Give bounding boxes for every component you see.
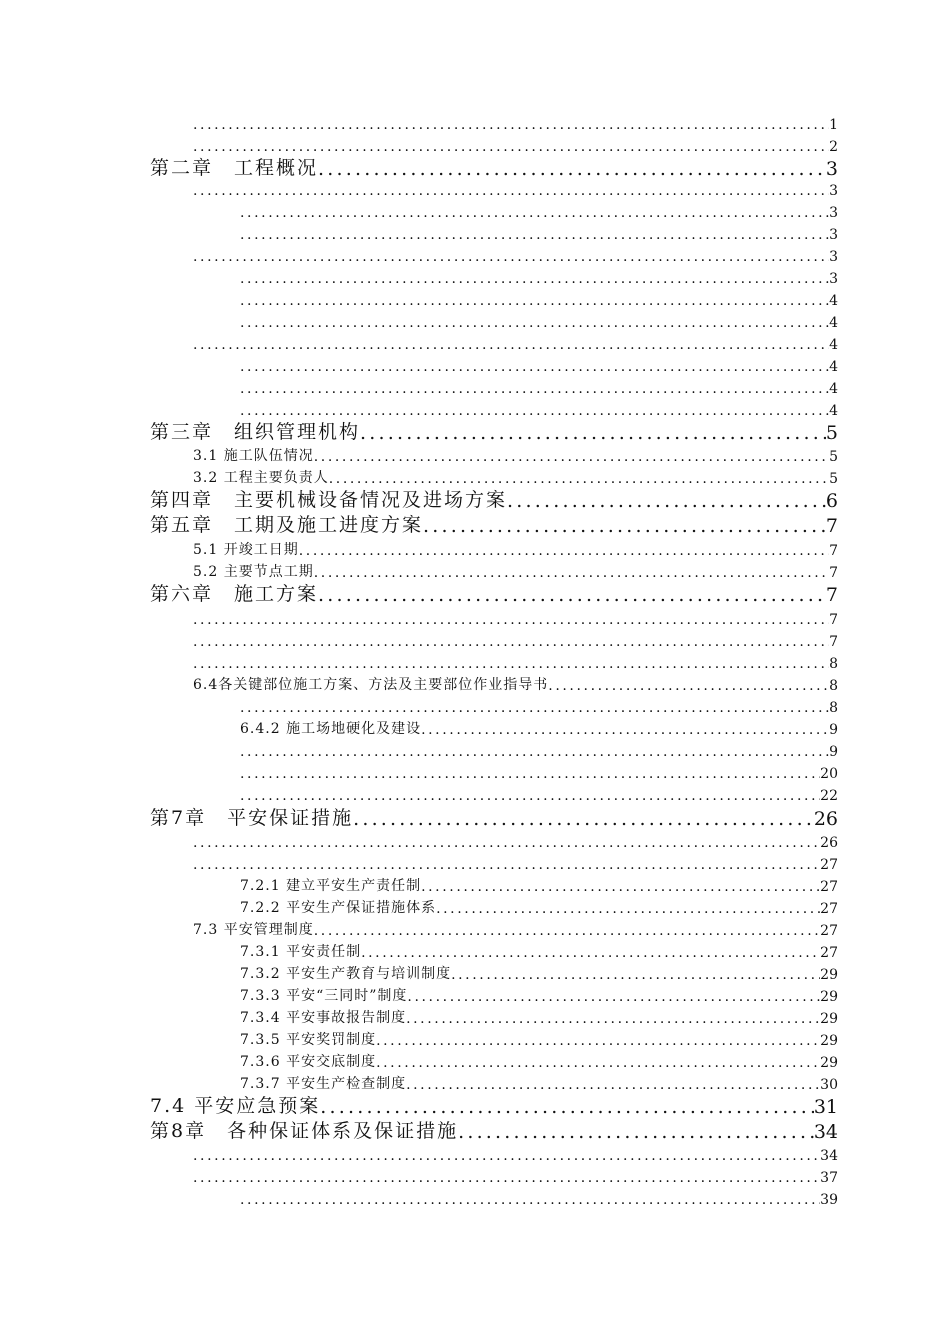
toc-entry[interactable] — [0, 1029, 838, 1049]
toc-entry-title: 5.2 主要节点工期 — [193, 564, 314, 580]
toc-page-number: 4 — [829, 315, 838, 331]
dot-leader — [451, 967, 820, 983]
toc-page-number: 26 — [820, 835, 838, 851]
toc-page-number: 39 — [820, 1192, 838, 1208]
dot-leader — [193, 1148, 820, 1164]
dot-leader — [240, 381, 829, 397]
toc-entry[interactable] — [0, 674, 838, 694]
toc-page-number: 1 — [829, 117, 838, 133]
dot-leader — [507, 490, 826, 512]
toc-page-number: 29 — [820, 1011, 838, 1027]
toc-page-number: 29 — [820, 967, 838, 983]
toc-page-number: 9 — [829, 744, 838, 760]
toc-entry-title: 7.3 平安管理制度 — [193, 922, 314, 938]
toc-entry[interactable] — [0, 1073, 838, 1093]
toc-page-number: 29 — [820, 1033, 838, 1049]
toc-entry[interactable] — [0, 113, 838, 133]
toc-entry[interactable] — [0, 245, 838, 265]
toc-page-number: 4 — [829, 381, 838, 397]
toc-chapter-entry[interactable] — [0, 488, 838, 512]
toc-page-number: 3 — [829, 227, 838, 243]
toc-entry-title: 第六章 施工方案 — [150, 583, 319, 605]
dot-leader — [193, 634, 829, 650]
dot-leader — [193, 249, 829, 265]
toc-entry-title: 7.3.7 平安生产检查制度 — [240, 1076, 407, 1092]
toc-page-number: 4 — [829, 359, 838, 375]
dot-leader — [314, 923, 820, 939]
toc-entry-title: 6.4.2 施工场地硬化及建设 — [240, 721, 422, 737]
dot-leader — [360, 422, 826, 444]
toc-page-number: 4 — [829, 403, 838, 419]
toc-page-number: 7 — [825, 515, 838, 537]
toc-entry[interactable] — [0, 289, 838, 309]
toc-entry[interactable] — [0, 1007, 838, 1027]
toc-entry[interactable] — [0, 1188, 838, 1208]
dot-leader — [240, 271, 829, 287]
toc-page-number: 2 — [829, 139, 838, 155]
dot-leader — [193, 835, 820, 851]
toc-entry[interactable] — [0, 355, 838, 375]
toc-page-number: 5 — [825, 422, 838, 444]
toc-entry[interactable] — [0, 333, 838, 353]
toc-page-number: 29 — [820, 989, 838, 1005]
dot-leader — [314, 565, 829, 581]
toc-page-number: 8 — [829, 678, 838, 694]
dot-leader — [193, 1170, 820, 1186]
dot-leader — [376, 1055, 820, 1071]
toc-page-number: 27 — [820, 945, 838, 961]
toc-entry[interactable] — [0, 377, 838, 397]
toc-entry[interactable] — [0, 179, 838, 199]
toc-entry[interactable] — [0, 784, 838, 804]
toc-page-number: 34 — [813, 1121, 838, 1143]
toc-entry[interactable] — [0, 467, 838, 487]
toc-entry[interactable] — [0, 696, 838, 716]
dot-leader — [193, 656, 829, 672]
dot-leader — [436, 901, 820, 917]
toc-page-number: 4 — [829, 337, 838, 353]
toc-page-number: 5 — [829, 471, 838, 487]
toc-page-number: 20 — [820, 766, 838, 782]
toc-chapter-entry[interactable] — [0, 513, 838, 537]
toc-entry-title: 第7章 平安保证措施 — [150, 807, 354, 829]
dot-leader — [240, 205, 829, 221]
toc-page-number: 8 — [829, 656, 838, 672]
toc-chapter-entry[interactable] — [0, 806, 838, 830]
dot-leader — [353, 808, 814, 830]
dot-leader — [240, 359, 829, 375]
toc-page-number: 26 — [813, 808, 838, 830]
dot-leader — [193, 857, 820, 873]
toc-entry[interactable] — [0, 831, 838, 851]
toc-page-number: 3 — [829, 271, 838, 287]
toc-entry-title: 7.3.6 平安交底制度 — [240, 1054, 377, 1070]
toc-chapter-entry[interactable] — [0, 420, 838, 444]
toc-page-number: 3 — [829, 205, 838, 221]
toc-entry-title: 7.3.5 平安奖罚制度 — [240, 1032, 377, 1048]
toc-page-number: 7 — [829, 543, 838, 559]
dot-leader — [376, 1033, 820, 1049]
toc-entry-title: 7.2.1 建立平安生产责任制 — [240, 878, 422, 894]
toc-page-number: 27 — [820, 879, 838, 895]
toc-entry-title: 7.4 平安应急预案 — [150, 1095, 321, 1117]
dot-leader — [318, 158, 826, 180]
dot-leader — [407, 989, 820, 1005]
toc-page-number: 7 — [829, 634, 838, 650]
toc-entry-title: 6.4各关键部位施工方案、方法及主要部位作业指导书 — [193, 677, 549, 693]
dot-leader — [240, 766, 820, 782]
toc-entry[interactable] — [0, 897, 838, 917]
dot-leader — [314, 449, 829, 465]
dot-leader — [240, 293, 829, 309]
toc-entry[interactable] — [0, 267, 838, 287]
toc-entry[interactable] — [0, 740, 838, 760]
toc-entry[interactable] — [0, 445, 838, 465]
dot-leader — [193, 612, 829, 628]
dot-leader — [240, 744, 829, 760]
toc-entry[interactable] — [0, 919, 838, 939]
toc-entry-title: 5.1 开竣工日期 — [193, 542, 299, 558]
toc-entry-title: 7.3.4 平安事故报告制度 — [240, 1010, 407, 1026]
toc-page-number: 7 — [829, 565, 838, 581]
dot-leader — [193, 183, 829, 199]
toc-page-number: 29 — [820, 1055, 838, 1071]
toc-entry-title: 3.1 施工队伍情况 — [193, 448, 314, 464]
toc-page-number: 5 — [829, 449, 838, 465]
toc-chapter-entry[interactable] — [0, 156, 838, 180]
toc-entry-title: 第三章 组织管理机构 — [150, 421, 361, 443]
toc-entry-title: 第8章 各种保证体系及保证措施 — [150, 1120, 459, 1142]
toc-entry-title: 第五章 工期及施工进度方案 — [150, 514, 424, 536]
toc-page-number: 31 — [813, 1096, 838, 1118]
toc-entry[interactable] — [0, 630, 838, 650]
toc-entry[interactable] — [0, 539, 838, 559]
dot-leader — [423, 515, 826, 537]
toc-page-number: 3 — [829, 249, 838, 265]
toc-page-number: 3 — [825, 158, 838, 180]
dot-leader — [240, 315, 829, 331]
dot-leader — [240, 788, 820, 804]
toc-entry[interactable] — [0, 1166, 838, 1186]
toc-page-number: 37 — [820, 1170, 838, 1186]
toc-entry[interactable] — [0, 875, 838, 895]
toc-entry-title: 第二章 工程概况 — [150, 157, 319, 179]
dot-leader — [421, 722, 829, 738]
toc-entry-title: 7.3.3 平安“三同时”制度 — [240, 988, 408, 1004]
toc-entry[interactable] — [0, 201, 838, 221]
toc-entry[interactable] — [0, 223, 838, 243]
toc-entry[interactable] — [0, 311, 838, 331]
toc-page-number: 34 — [820, 1148, 838, 1164]
dot-leader — [421, 879, 820, 895]
dot-leader — [240, 227, 829, 243]
toc-page-number: 27 — [820, 857, 838, 873]
dot-leader — [299, 543, 829, 559]
dot-leader — [240, 1192, 820, 1208]
toc-chapter-entry[interactable] — [0, 582, 838, 606]
toc-entry[interactable] — [0, 985, 838, 1005]
dot-leader — [361, 945, 820, 961]
dot-leader — [406, 1077, 820, 1093]
toc-page-number: 27 — [820, 901, 838, 917]
toc-entry-title: 7.2.2 平安生产保证措施体系 — [240, 900, 437, 916]
dot-leader — [548, 678, 829, 694]
toc-page-number: 6 — [825, 490, 838, 512]
toc-entry-title: 第四章 主要机械设备情况及进场方案 — [150, 489, 508, 511]
toc-entry-title: 7.3.2 平安生产教育与培训制度 — [240, 966, 452, 982]
toc-page-number: 7 — [829, 612, 838, 628]
dot-leader — [240, 700, 829, 716]
dot-leader — [406, 1011, 820, 1027]
toc-page-number: 7 — [825, 584, 838, 606]
toc-page-number: 4 — [829, 293, 838, 309]
toc-entry[interactable] — [0, 561, 838, 581]
toc-entry[interactable] — [0, 1144, 838, 1164]
toc-entry-title: 3.2 工程主要负责人 — [193, 470, 329, 486]
dot-leader — [458, 1121, 814, 1143]
toc-page-number: 9 — [829, 722, 838, 738]
toc-entry[interactable] — [0, 608, 838, 628]
toc-entry-title: 7.3.1 平安责任制 — [240, 944, 362, 960]
toc-entry[interactable] — [0, 399, 838, 419]
toc-chapter-entry[interactable] — [0, 1119, 838, 1143]
toc-page-number: 3 — [829, 183, 838, 199]
dot-leader — [193, 337, 829, 353]
toc-entry[interactable] — [0, 963, 838, 983]
toc-page-number: 22 — [820, 788, 838, 804]
dot-leader — [320, 1096, 814, 1118]
toc-entry[interactable] — [0, 762, 838, 782]
toc-entry[interactable] — [0, 853, 838, 873]
dot-leader — [318, 584, 826, 606]
toc-entry[interactable] — [0, 941, 838, 961]
toc-entry[interactable] — [0, 135, 838, 155]
toc-entry[interactable] — [0, 1051, 838, 1071]
toc-page-number: 8 — [829, 700, 838, 716]
dot-leader — [193, 117, 829, 133]
toc-page-number: 27 — [820, 923, 838, 939]
toc-entry[interactable] — [0, 718, 838, 738]
toc-entry[interactable] — [0, 652, 838, 672]
toc-chapter-entry[interactable] — [0, 1094, 838, 1118]
toc-page-number: 30 — [820, 1077, 838, 1093]
